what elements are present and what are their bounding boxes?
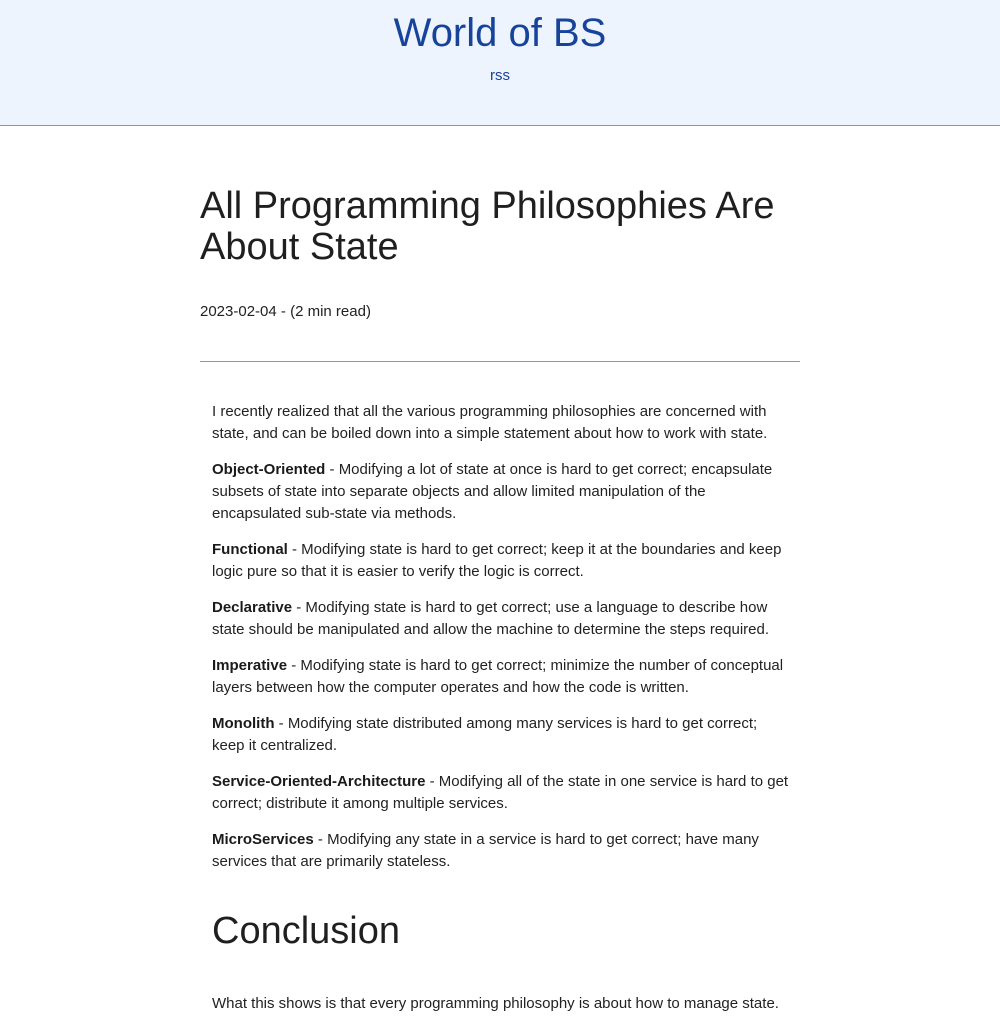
philosophy-term: Declarative bbox=[212, 599, 293, 616]
conclusion-paragraph: What this shows is that every programming philosophy is about how to manage state. bbox=[212, 995, 779, 1012]
philosophy-paragraph-soa bbox=[212, 771, 790, 815]
philosophy-paragraph-declarative bbox=[212, 597, 790, 641]
site-title-link[interactable]: World of BS bbox=[393, 11, 607, 55]
philosophy-description: - Modifying a lot of state at once is hard to get correct; encapsulate subsets of state into separate objects and allow limited manipulation of the encapsulated sub-state via methods. bbox=[212, 461, 773, 522]
read-time: (2 min read) bbox=[290, 303, 371, 320]
conclusion-heading: Conclusion bbox=[212, 910, 400, 952]
philosophy-paragraph-imperative bbox=[212, 655, 790, 699]
philosophy-description: - Modifying state is hard to get correct; use a language to describe how state should be manipulated and allow the machine to determine the steps required. bbox=[212, 599, 770, 638]
philosophy-description: - Modifying all of the state in one service is hard to get correct; distribute it among multiple services. bbox=[212, 773, 789, 812]
philosophy-description: - Modifying any state in a service is hard to get correct; have many services that are primarily stateless. bbox=[212, 831, 759, 870]
philosophy-paragraph-microservices bbox=[212, 829, 790, 873]
philosophy-term: Service-Oriented-Architecture bbox=[212, 773, 426, 790]
philosophy-paragraph-monolith bbox=[212, 713, 790, 757]
title-divider bbox=[200, 361, 800, 362]
philosophy-description: - Modifying state distributed among many services is hard to get correct; keep it centralized. bbox=[212, 715, 758, 754]
post-title: All Programming Philosophies Are About State bbox=[200, 185, 775, 268]
philosophy-term: Object-Oriented bbox=[212, 461, 326, 478]
philosophy-term: Imperative bbox=[212, 657, 288, 674]
intro-paragraph: I recently realized that all the various programming philosophies are concerned with state, and can be boiled down into a simple statement about how to work with state. bbox=[212, 403, 768, 442]
post-date: 2023-02-04 bbox=[200, 303, 277, 320]
post-content bbox=[212, 401, 790, 1029]
philosophy-term: Functional bbox=[212, 541, 288, 558]
meta-separator: - bbox=[276, 303, 291, 320]
philosophy-paragraph-object-oriented bbox=[212, 459, 790, 525]
site-header bbox=[0, 0, 1000, 126]
philosophy-term: MicroServices bbox=[212, 831, 314, 848]
philosophy-term: Monolith bbox=[212, 715, 275, 732]
philosophy-paragraph-functional bbox=[212, 539, 790, 583]
rss-link[interactable]: rss bbox=[490, 67, 510, 84]
post-meta bbox=[200, 302, 371, 322]
philosophy-description: - Modifying state is hard to get correct; minimize the number of conceptual layers between how the computer operates and how the code is written. bbox=[212, 657, 784, 696]
philosophy-description: - Modifying state is hard to get correct; keep it at the boundaries and keep logic pure so that it is easier to verify the logic is correct. bbox=[212, 541, 782, 580]
